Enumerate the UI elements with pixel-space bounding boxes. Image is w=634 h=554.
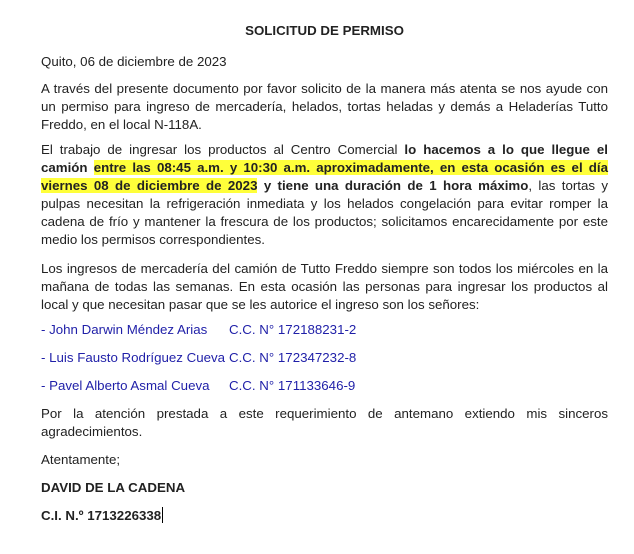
- signer-name: DAVID DE LA CADENA: [41, 480, 186, 495]
- person-row: [41, 322, 608, 337]
- text-cursor: [162, 507, 163, 523]
- paragraph-persons: Los ingresos de mercadería del camión de Tutto Freddo siempre son todos los miércoles en la mañana de todas las semanas. En esta ocasión las personas para ingresar los productos al local y que necesitan pasar que se les autorice el ingreso son los señores:: [41, 261, 608, 312]
- document-title: SOLICITUD DE PERMISO: [245, 23, 404, 38]
- schedule-text-1: El trabajo de ingresar los productos al Centro Comercial: [41, 142, 405, 157]
- schedule-text-4: , las tortas y pulpas necesitan la refrigeración inmediata y los helados congelación para evitar romper la cadena de frío y mantener la frescura de los productos; solicitamos encarecidamente por este medio los permisos correspondientes.: [41, 178, 608, 247]
- person-name: - John Darwin Méndez Arias: [41, 322, 208, 337]
- person-name: - Pavel Alberto Asmal Cueva: [41, 378, 210, 393]
- person-id: C.C. N° 172188231-2: [229, 322, 357, 337]
- signer-id: C.I. N.º 1713226338: [41, 508, 162, 523]
- person-row: [41, 378, 608, 393]
- schedule-text-3: y tiene una duración de 1 hora máximo: [257, 178, 529, 193]
- person-row: [41, 350, 608, 365]
- paragraph-schedule: [41, 141, 608, 249]
- schedule-highlight: entre las 08:45 a.m. y 10:30 a.m. aproximadamente, en esta ocasión es el día viernes 08 de diciembre de 2023: [41, 160, 608, 193]
- person-name: - Luis Fausto Rodríguez Cueva: [41, 350, 226, 365]
- closing-line: Atentamente;: [41, 452, 121, 467]
- paragraph-thanks: Por la atención prestada a este requerimiento de antemano extiendo mis sinceros agradecimientos.: [41, 406, 608, 439]
- person-id: C.C. N° 171133646-9: [229, 378, 356, 393]
- person-id: C.C. N° 172347232-8: [229, 350, 357, 365]
- schedule-text-2: lo hacemos a lo que llegue el camión: [41, 142, 608, 175]
- paragraph-request: A través del presente documento por favor solicito de la manera más atenta se nos ayude con un permiso para ingreso de mercadería, helados, tortas heladas y demás a Heladerías Tutto Freddo, en el local N-118A.: [41, 81, 608, 132]
- signer-id-line[interactable]: [41, 507, 163, 523]
- date-line: Quito, 06 de diciembre de 2023: [41, 54, 227, 69]
